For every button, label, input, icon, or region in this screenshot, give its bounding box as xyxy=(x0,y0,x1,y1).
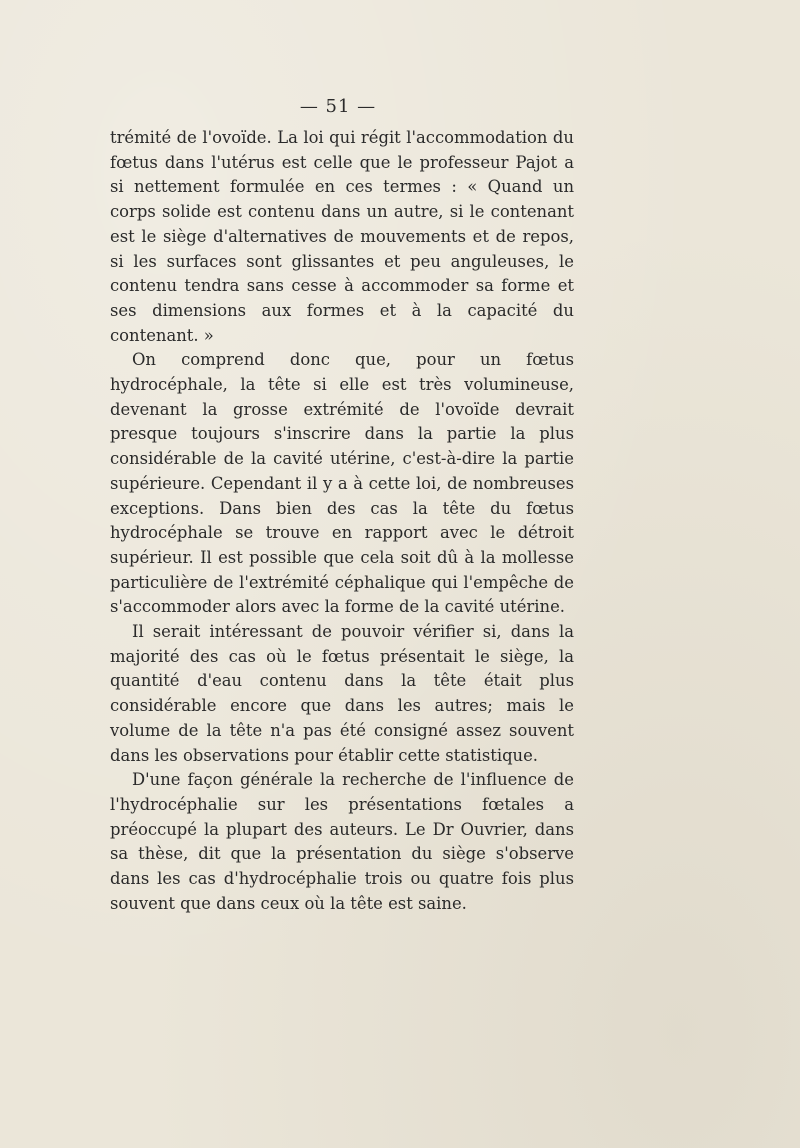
body-text xyxy=(110,126,574,917)
page-number: — 51 — xyxy=(299,96,377,117)
paragraph-2: On comprend donc que, pour un fœtus hydrocéphale, la tête si elle est très volumineuse, devenant la grosse extrémité de l'ovoïde devrait presque toujours s'inscrire dans la partie la plus considérable de la cavité utérine, c'est-à-dire la partie supérieure. Cependant il y a à cette loi, de nombreuses exceptions. Dans bien des cas la tête du fœtus hydrocéphale se trouve en rapport avec le détroit supérieur. Il est possible que cela soit dû à la mollesse particulière de l'extrémité céphalique qui l'empêche de s'accommoder alors avec la forme de la cavité utérine. xyxy=(110,350,574,617)
paragraph-1: trémité de l'ovoïde. La loi qui régit l'accommodation du fœtus dans l'utérus est celle que le professeur Pajot a si nettement formulée en ces termes : « Quand un corps solide est contenu dans un autre, si le contenant est le siège d'alternatives de mouvements et de repos, si les surfaces sont glissantes et peu anguleuses, le contenu tendra sans cesse à accommoder sa forme et ses dimensions aux formes et à la capacité du contenant. » xyxy=(110,128,574,345)
paragraph-3: Il serait intéressant de pouvoir vérifier si, dans la majorité des cas où le fœtus présentait le siège, la quantité d'eau contenu dans la tête était plus considérable encore que dans les autres; mais le volume de la tête n'a pas été consigné assez souvent dans les observations pour établir cette statistique. xyxy=(110,622,574,765)
paragraph-4: D'une façon générale la recherche de l'influence de l'hydrocéphalie sur les présentations fœtales a préoccupé la plupart des auteurs. Le Dr Ouvrier, dans sa thèse, dit que la présentation du siège s'observe dans les cas d'hydrocéphalie trois ou quatre fois plus souvent que dans ceux où la tête est saine. xyxy=(110,770,574,913)
